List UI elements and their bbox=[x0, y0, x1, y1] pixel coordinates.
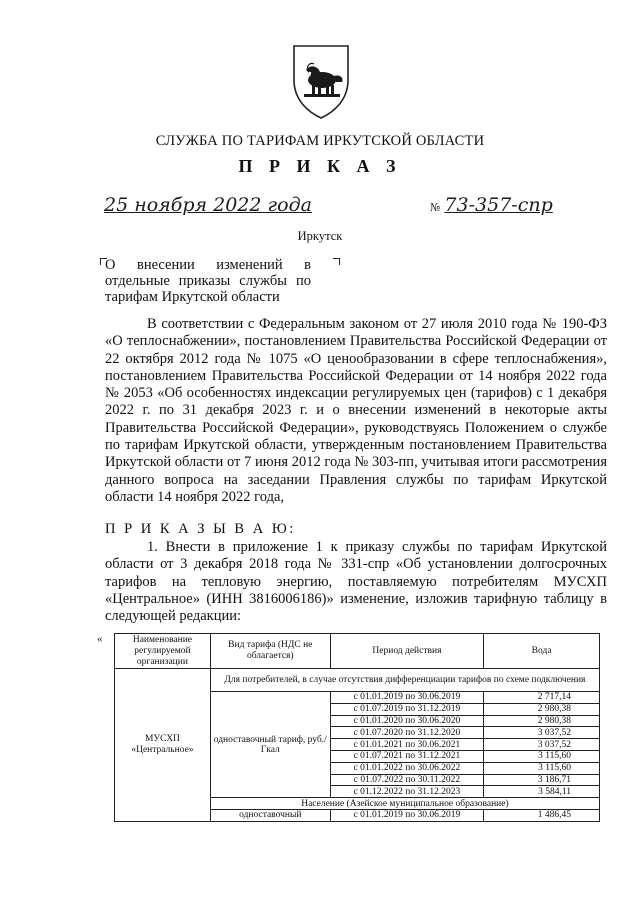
table-row-period: с 01.01.2019 по 30.06.2019 bbox=[330, 692, 484, 704]
order-word: П Р И К А З Ы В А Ю: bbox=[105, 521, 296, 537]
item-1-paragraph: 1. Внести в приложение 1 к приказу службы по тарифам Иркутской области от 3 декабря 2018 года № 331-спр «Об установлении долгосрочных тарифов на тепловую энергию, поставляемую потребителям МУСХП «Центральное» (ИНН 3816006186)» изменение, изложив тарифную таблицу в следующей редакции: bbox=[105, 539, 607, 625]
table-row-period: с 01.07.2020 по 31.12.2020 bbox=[330, 727, 484, 739]
table-row-value: 2 980,38 bbox=[484, 715, 600, 727]
consumer-band-1: Для потребителей, в случае отсутствия дифференциации тарифов по схеме подключения bbox=[210, 669, 599, 692]
consumer-band-2: Население (Азейское муниципальное образование) bbox=[210, 798, 599, 810]
table-row-value: 1 486,45 bbox=[484, 809, 600, 821]
header-org: Наименование регулируемой организации bbox=[115, 634, 211, 669]
table-row-period: с 01.01.2019 по 30.06.2019 bbox=[330, 809, 484, 821]
header-value: Вода bbox=[484, 634, 600, 669]
agency-name: СЛУЖБА ПО ТАРИФАМ ИРКУТСКОЙ ОБЛАСТИ bbox=[155, 133, 485, 149]
number-sign: № bbox=[430, 201, 441, 214]
table-row-value: 3 115,60 bbox=[484, 762, 600, 774]
table-row-period: с 01.07.2022 по 30.11.2022 bbox=[330, 774, 484, 786]
table-row-value: 3 115,60 bbox=[484, 750, 600, 762]
opening-quote: « bbox=[97, 633, 103, 645]
city: Иркутск bbox=[297, 229, 343, 243]
table-row-period: с 01.01.2022 по 30.06.2022 bbox=[330, 762, 484, 774]
table-row-value: 2 717,14 bbox=[484, 692, 600, 704]
table-row-period: с 01.01.2021 по 30.06.2021 bbox=[330, 739, 484, 751]
document-title: П Р И К А З bbox=[238, 156, 402, 176]
table-row-value: 3 037,52 bbox=[484, 727, 600, 739]
table-row-period: с 01.07.2019 по 31.12.2019 bbox=[330, 703, 484, 715]
tariff-type-cell: одноставочный тариф, руб./Гкал bbox=[210, 692, 330, 798]
table-row-period: с 01.01.2020 по 30.06.2020 bbox=[330, 715, 484, 727]
order-number bbox=[430, 194, 553, 216]
header-period: Период действия bbox=[330, 634, 484, 669]
table-row-period: с 01.12.2022 по 31.12.2023 bbox=[330, 786, 484, 798]
table-row-value: 3 037,52 bbox=[484, 739, 600, 751]
table-row-value: 3 186,71 bbox=[484, 774, 600, 786]
handwritten-date: 25 ноября 2022 года bbox=[104, 194, 312, 216]
table-row-period: с 01.07.2021 по 31.12.2021 bbox=[330, 750, 484, 762]
tariff-type-cell-2: одноставочный bbox=[210, 809, 330, 821]
handwritten-number: 73-357-спр bbox=[444, 194, 553, 216]
irkutsk-coat-of-arms-icon bbox=[290, 40, 352, 120]
preamble-paragraph: В соответствии с Федеральным законом от 27 июля 2010 года № 190-ФЗ «О теплоснабжении», постановлением Правительства Российской Федерации от 22 октября 2012 года № 1075 «О ценообразовании в сфере теплоснабжения», постановлением Правительства Российской Федерации от 14 ноября 2022 года № 2053 «Об особенностях индексации регулируемых цен (тарифов) с 1 декабря 2022 г. по 31 декабря 2023 г. и о внесении изменений в некоторые акты Правительства Российской Федерации», руководствуясь Положением о службе по тарифам Иркутской области, утвержденным постановлением Правительства Иркутской области от 7 июня 2012 года № 303-пп, учитывая итоги рассмотрения данного вопроса на заседании Правления службы по тарифам Иркутской области 14 ноября 2022 года, bbox=[105, 316, 607, 505]
tariff-table bbox=[114, 633, 600, 822]
org-name-cell: МУСХП «Центральное» bbox=[115, 669, 211, 822]
subject-bracket-right bbox=[333, 258, 340, 265]
header-tariff-type: Вид тарифа (НДС не облагается) bbox=[210, 634, 330, 669]
order-subject: О внесении изменений в отдельные приказы службы по тарифам Иркутской области bbox=[105, 257, 311, 305]
table-row-value: 2 980,38 bbox=[484, 703, 600, 715]
table-row-value: 3 584,11 bbox=[484, 786, 600, 798]
